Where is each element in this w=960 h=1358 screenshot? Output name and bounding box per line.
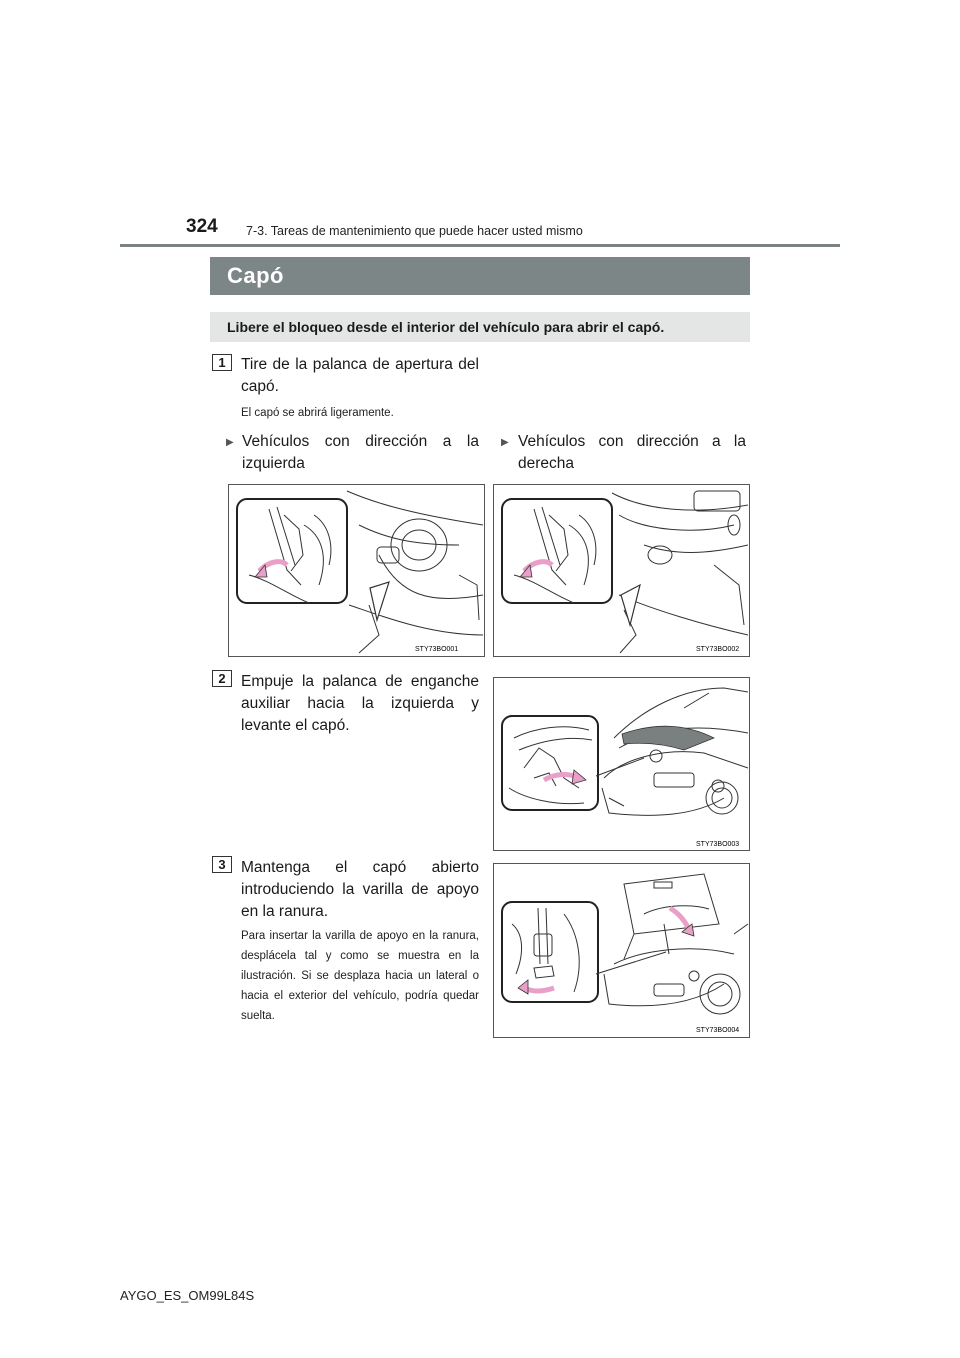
figure-2-code: STY73BO002 [696, 646, 740, 653]
figure-3-code: STY73BO003 [696, 841, 740, 848]
step-1-badge: 1 [212, 354, 232, 371]
breadcrumb: 7-3. Tareas de mantenimiento que puede hacer usted mismo [246, 224, 583, 238]
dashboard-lhd-illustration [229, 485, 484, 656]
variant-right-label: Vehículos con dirección a la derecha [518, 433, 746, 472]
header-divider [120, 244, 840, 247]
figure-auxiliary-latch [493, 677, 750, 851]
figure-4-code: STY73BO004 [696, 1027, 740, 1034]
document-code: AYGO_ES_OM99L84S [120, 1288, 255, 1303]
step-3-badge: 3 [212, 856, 232, 873]
figure-lhd-hood-release [228, 484, 485, 657]
step-3-note: Para insertar la varilla de apoyo en la ranura, desplácela tal y como se muestra en la ilustración. Si se desplaza hacia un lateral o hacia el exterior del vehículo, podría quedar suelta. [241, 930, 479, 1022]
step-1-note: El capó se abrirá ligeramente. [241, 407, 394, 419]
auxiliary-latch-illustration [494, 678, 749, 850]
variant-left-label: Vehículos con dirección a la izquierda [242, 433, 479, 472]
figure-rhd-hood-release [493, 484, 750, 657]
figure-1-code: STY73BO001 [415, 646, 459, 653]
support-rod-illustration [494, 864, 749, 1037]
step-2-badge: 2 [212, 670, 232, 687]
section-title: Capó [210, 257, 750, 295]
intro-box: Libere el bloqueo desde el interior del vehículo para abrir el capó. [210, 312, 750, 342]
triangle-right-icon: ▶ [501, 437, 509, 448]
page-number: 324 [186, 216, 218, 237]
triangle-right-icon: ▶ [226, 437, 234, 448]
dashboard-rhd-illustration [494, 485, 749, 656]
step-3-text: Mantenga el capó abierto introduciendo la varilla de apoyo en la ranura. [241, 859, 479, 920]
step-2-text: Empuje la palanca de enganche auxiliar hacia la izquierda y levante el capó. [241, 673, 479, 734]
figure-support-rod [493, 863, 750, 1038]
step-1-text: Tire de la palanca de apertura del capó. [241, 356, 479, 395]
